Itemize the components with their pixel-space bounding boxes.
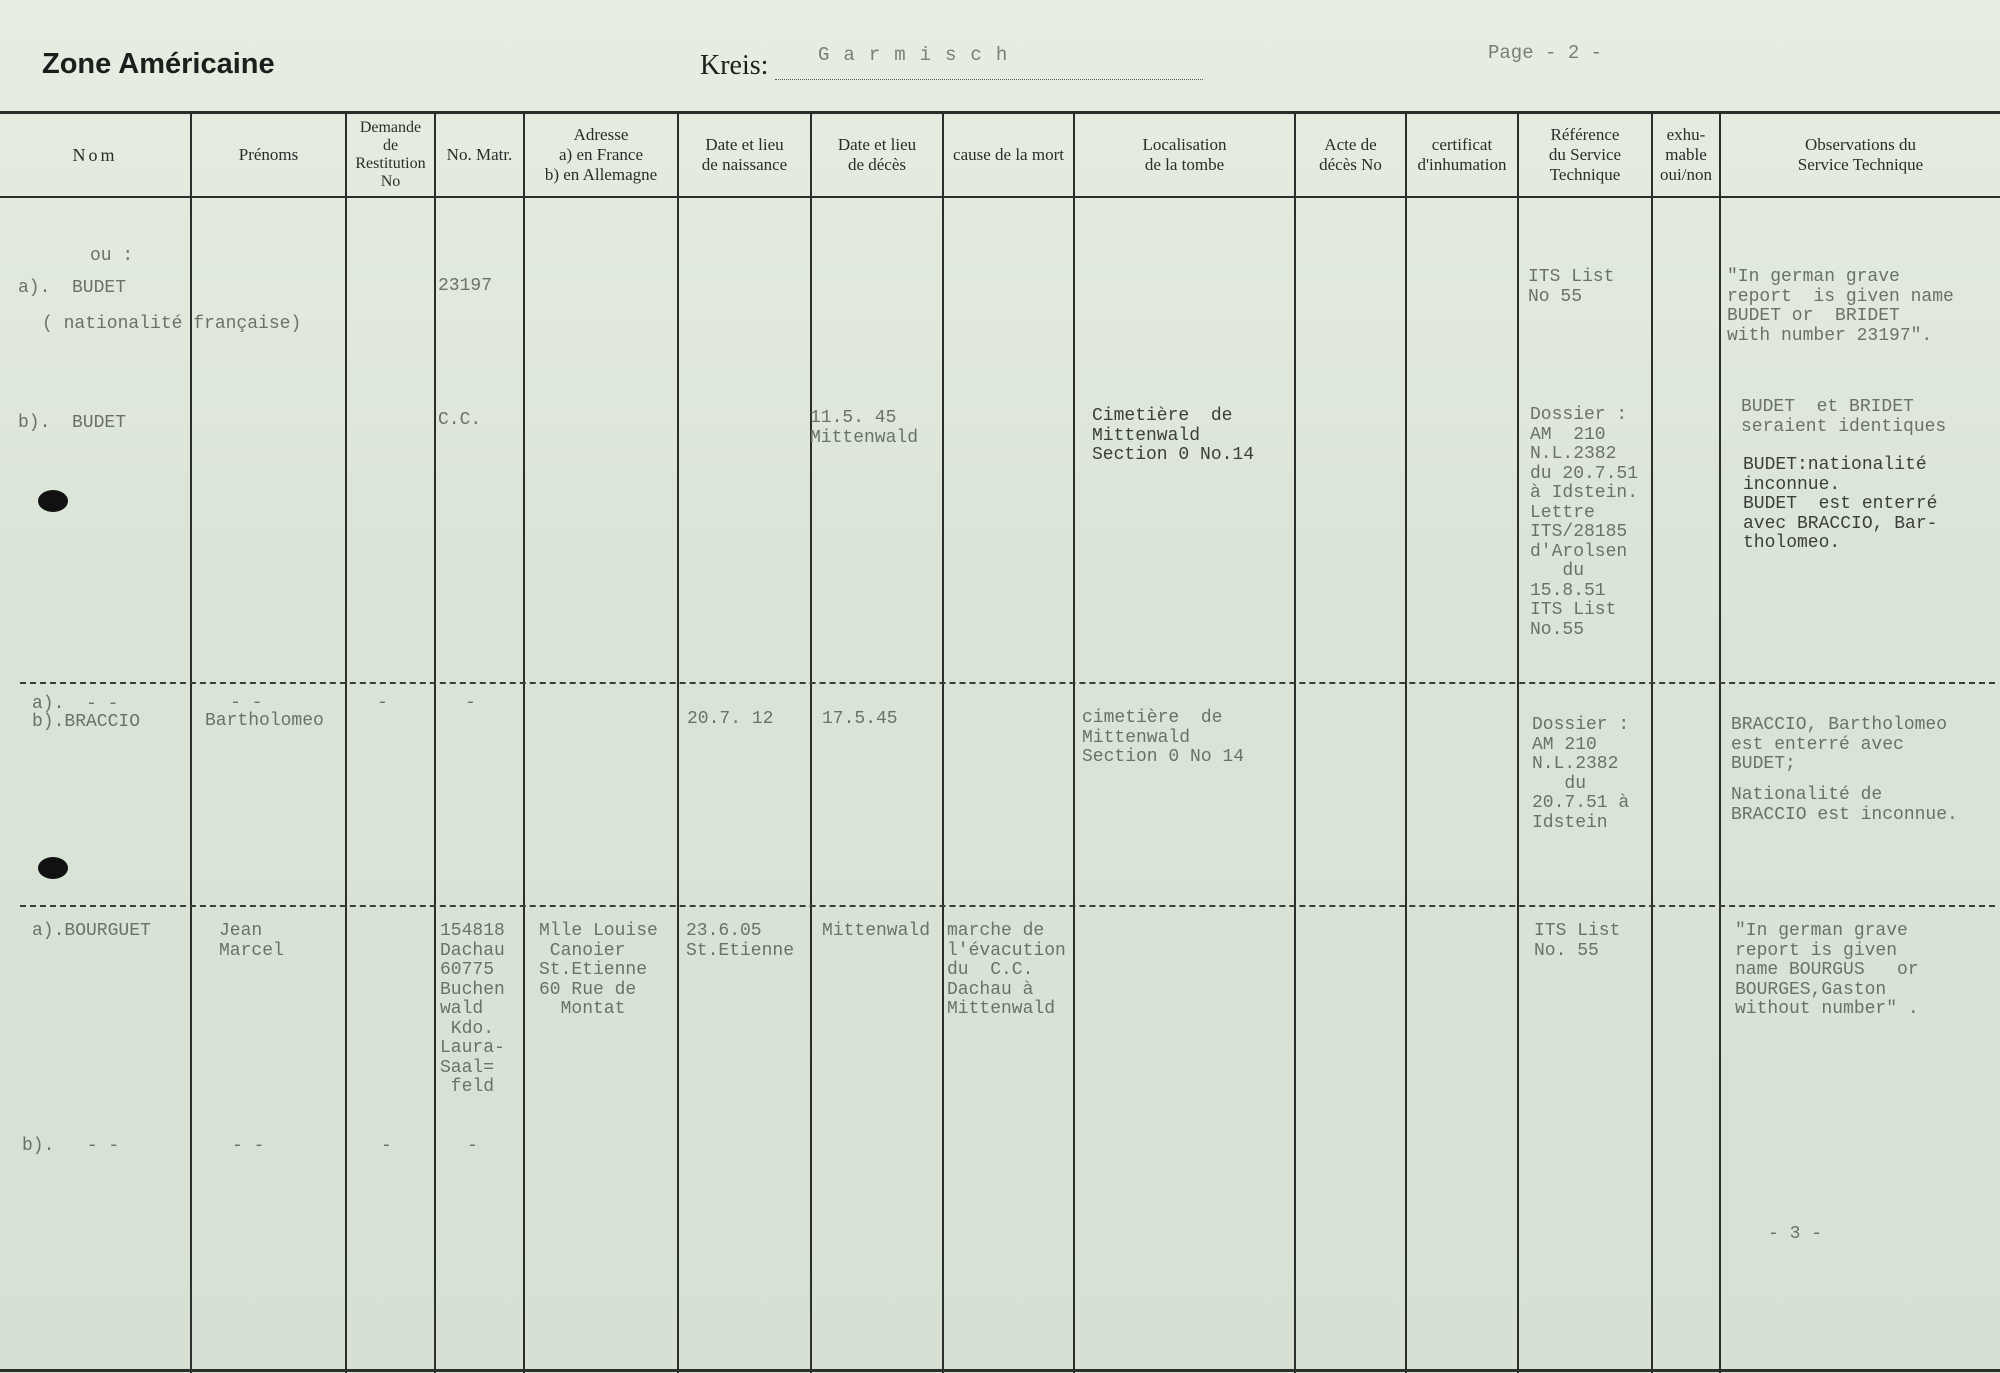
next-page-marker: - 3 - — [1768, 1224, 1823, 1244]
entry-bourguet-matr: 154818 Dachau 60775 Buchen wald Kdo. Laura- Saal= feld — [440, 921, 505, 1097]
entry-bourguet-cause: marche de l'évacution du C.C. Dachau à Mittenwald — [947, 921, 1066, 1019]
entry-bourguet-prenoms: Jean Marcel — [219, 921, 284, 961]
col-divider — [1294, 112, 1296, 1373]
col-header-prenoms: Prénoms — [238, 145, 299, 164]
col-header-observations: Observations du Service Technique — [1797, 135, 1924, 174]
entry-braccio-naissance: 20.7. 12 — [687, 709, 774, 729]
entry-braccio-a-name: a). - - — [32, 694, 119, 714]
entry-budet-a-nationality: ( nationalité française) — [42, 314, 302, 334]
entry-bourguet-adresse: Mlle Louise Canoier St.Etienne 60 Rue de Montat — [539, 921, 658, 1019]
col-header-acte: Acte de décès No — [1319, 135, 1382, 174]
entry-braccio-deces: 17.5.45 — [822, 709, 898, 729]
col-header-cause: cause de la mort — [953, 145, 1064, 164]
kreis-value: Garmisch — [818, 44, 1022, 66]
col-divider — [434, 112, 436, 1373]
header-bottom-rule — [0, 196, 2000, 198]
col-divider — [523, 112, 525, 1373]
entry-bourguet-name: a).BOURGUET — [32, 921, 151, 941]
entry-budet-a-name: a). BUDET — [18, 278, 127, 298]
col-divider — [810, 112, 812, 1373]
col-header-naissance: Date et lieu de naissance — [701, 135, 788, 174]
row-separator — [20, 905, 1995, 907]
col-divider — [345, 112, 347, 1373]
col-divider — [677, 112, 679, 1373]
col-divider — [1719, 112, 1721, 1373]
entry-budet-b-name: b). BUDET — [18, 413, 127, 433]
entry-bourguet-b-demande: - — [381, 1136, 392, 1156]
entry-budet-b-tombe: Cimetière de Mittenwald Section 0 No.14 — [1092, 406, 1255, 465]
zone-title: Zone Américaine — [42, 48, 275, 80]
entry-ou: ou : — [90, 246, 134, 266]
table-top-rule — [0, 111, 2000, 114]
col-header-exhumable: exhu- mable oui/non — [1660, 125, 1712, 184]
entry-braccio-matr: - — [465, 693, 476, 713]
col-header-reference: Référence du Service Technique — [1548, 125, 1622, 184]
col-divider — [1517, 112, 1519, 1373]
entry-bourguet-b-name: b). - - — [22, 1136, 120, 1156]
ink-blot — [38, 490, 68, 512]
col-header-matr: No. Matr. — [446, 145, 513, 164]
entry-bourguet-naissance: 23.6.05 St.Etienne — [686, 921, 795, 961]
entry-bourguet-deces: Mittenwald — [822, 921, 931, 941]
col-header-deces: Date et lieu de décès — [837, 135, 917, 174]
entry-budet-b-matr: C.C. — [438, 410, 482, 430]
entry-bourguet-b-prenoms: - - — [232, 1136, 265, 1156]
entry-budet-b-observation-2: BUDET:nationalité inconnue. BUDET est enterré avec BRACCIO, Bar- tholomeo. — [1743, 455, 1938, 553]
entry-budet-a-reference: ITS List No 55 — [1528, 267, 1615, 307]
entry-bourguet-b-matr: - — [467, 1136, 478, 1156]
page-number: Page - 2 - — [1488, 42, 1603, 64]
col-divider — [190, 112, 192, 1373]
entry-budet-b-reference: Dossier : AM 210 N.L.2382 du 20.7.51 à Idstein. Lettre ITS/28185 d'Arolsen du 15.8.51 ITS List No.55 — [1530, 405, 1639, 640]
entry-braccio-observation-1: BRACCIO, Bartholomeo est enterré avec BUDET; — [1731, 715, 1948, 774]
col-header-nom: Nom — [72, 145, 118, 165]
entry-bourguet-reference: ITS List No. 55 — [1534, 921, 1621, 961]
entry-braccio-demande: - — [377, 693, 388, 713]
entry-braccio-b-name: b).BRACCIO — [32, 712, 141, 732]
row-separator — [20, 682, 1995, 684]
col-divider — [1405, 112, 1407, 1373]
kreis-label: Kreis: — [700, 50, 769, 81]
entry-braccio-prenoms-dash: - - — [230, 693, 263, 713]
entry-braccio-tombe: cimetière de Mittenwald Section 0 No 14 — [1082, 708, 1245, 767]
entry-budet-b-deces: 11.5. 45 Mittenwald — [810, 408, 919, 448]
entry-budet-a-matr: 23197 — [438, 276, 493, 296]
table-bottom-rule — [0, 1369, 2000, 1372]
col-header-demande: Demande de Restitution No — [355, 119, 426, 190]
entry-budet-a-observation: "In german grave report is given name BUDET or BRIDET with number 23197". — [1727, 267, 1954, 346]
entry-braccio-observation-2: Nationalité de BRACCIO est inconnue. — [1731, 785, 1958, 825]
entry-braccio-reference: Dossier : AM 210 N.L.2382 du 20.7.51 à Idstein — [1532, 715, 1630, 833]
col-header-tombe: Localisation de la tombe — [1142, 135, 1227, 174]
col-header-adresse: Adresse a) en France b) en Allemagne — [544, 125, 658, 184]
entry-braccio-prenoms: Bartholomeo — [205, 711, 324, 731]
entry-bourguet-observation: "In german grave report is given name BOURGUS or BOURGES,Gaston without number" . — [1735, 921, 1919, 1019]
col-divider — [942, 112, 944, 1373]
kreis-underline — [775, 79, 1203, 80]
ink-blot — [38, 857, 68, 879]
col-divider — [1073, 112, 1075, 1373]
col-divider — [1651, 112, 1653, 1373]
col-header-certificat: certificat d'inhumation — [1417, 135, 1507, 174]
entry-budet-b-observation-1: BUDET et BRIDET seraient identiques — [1741, 397, 1947, 437]
